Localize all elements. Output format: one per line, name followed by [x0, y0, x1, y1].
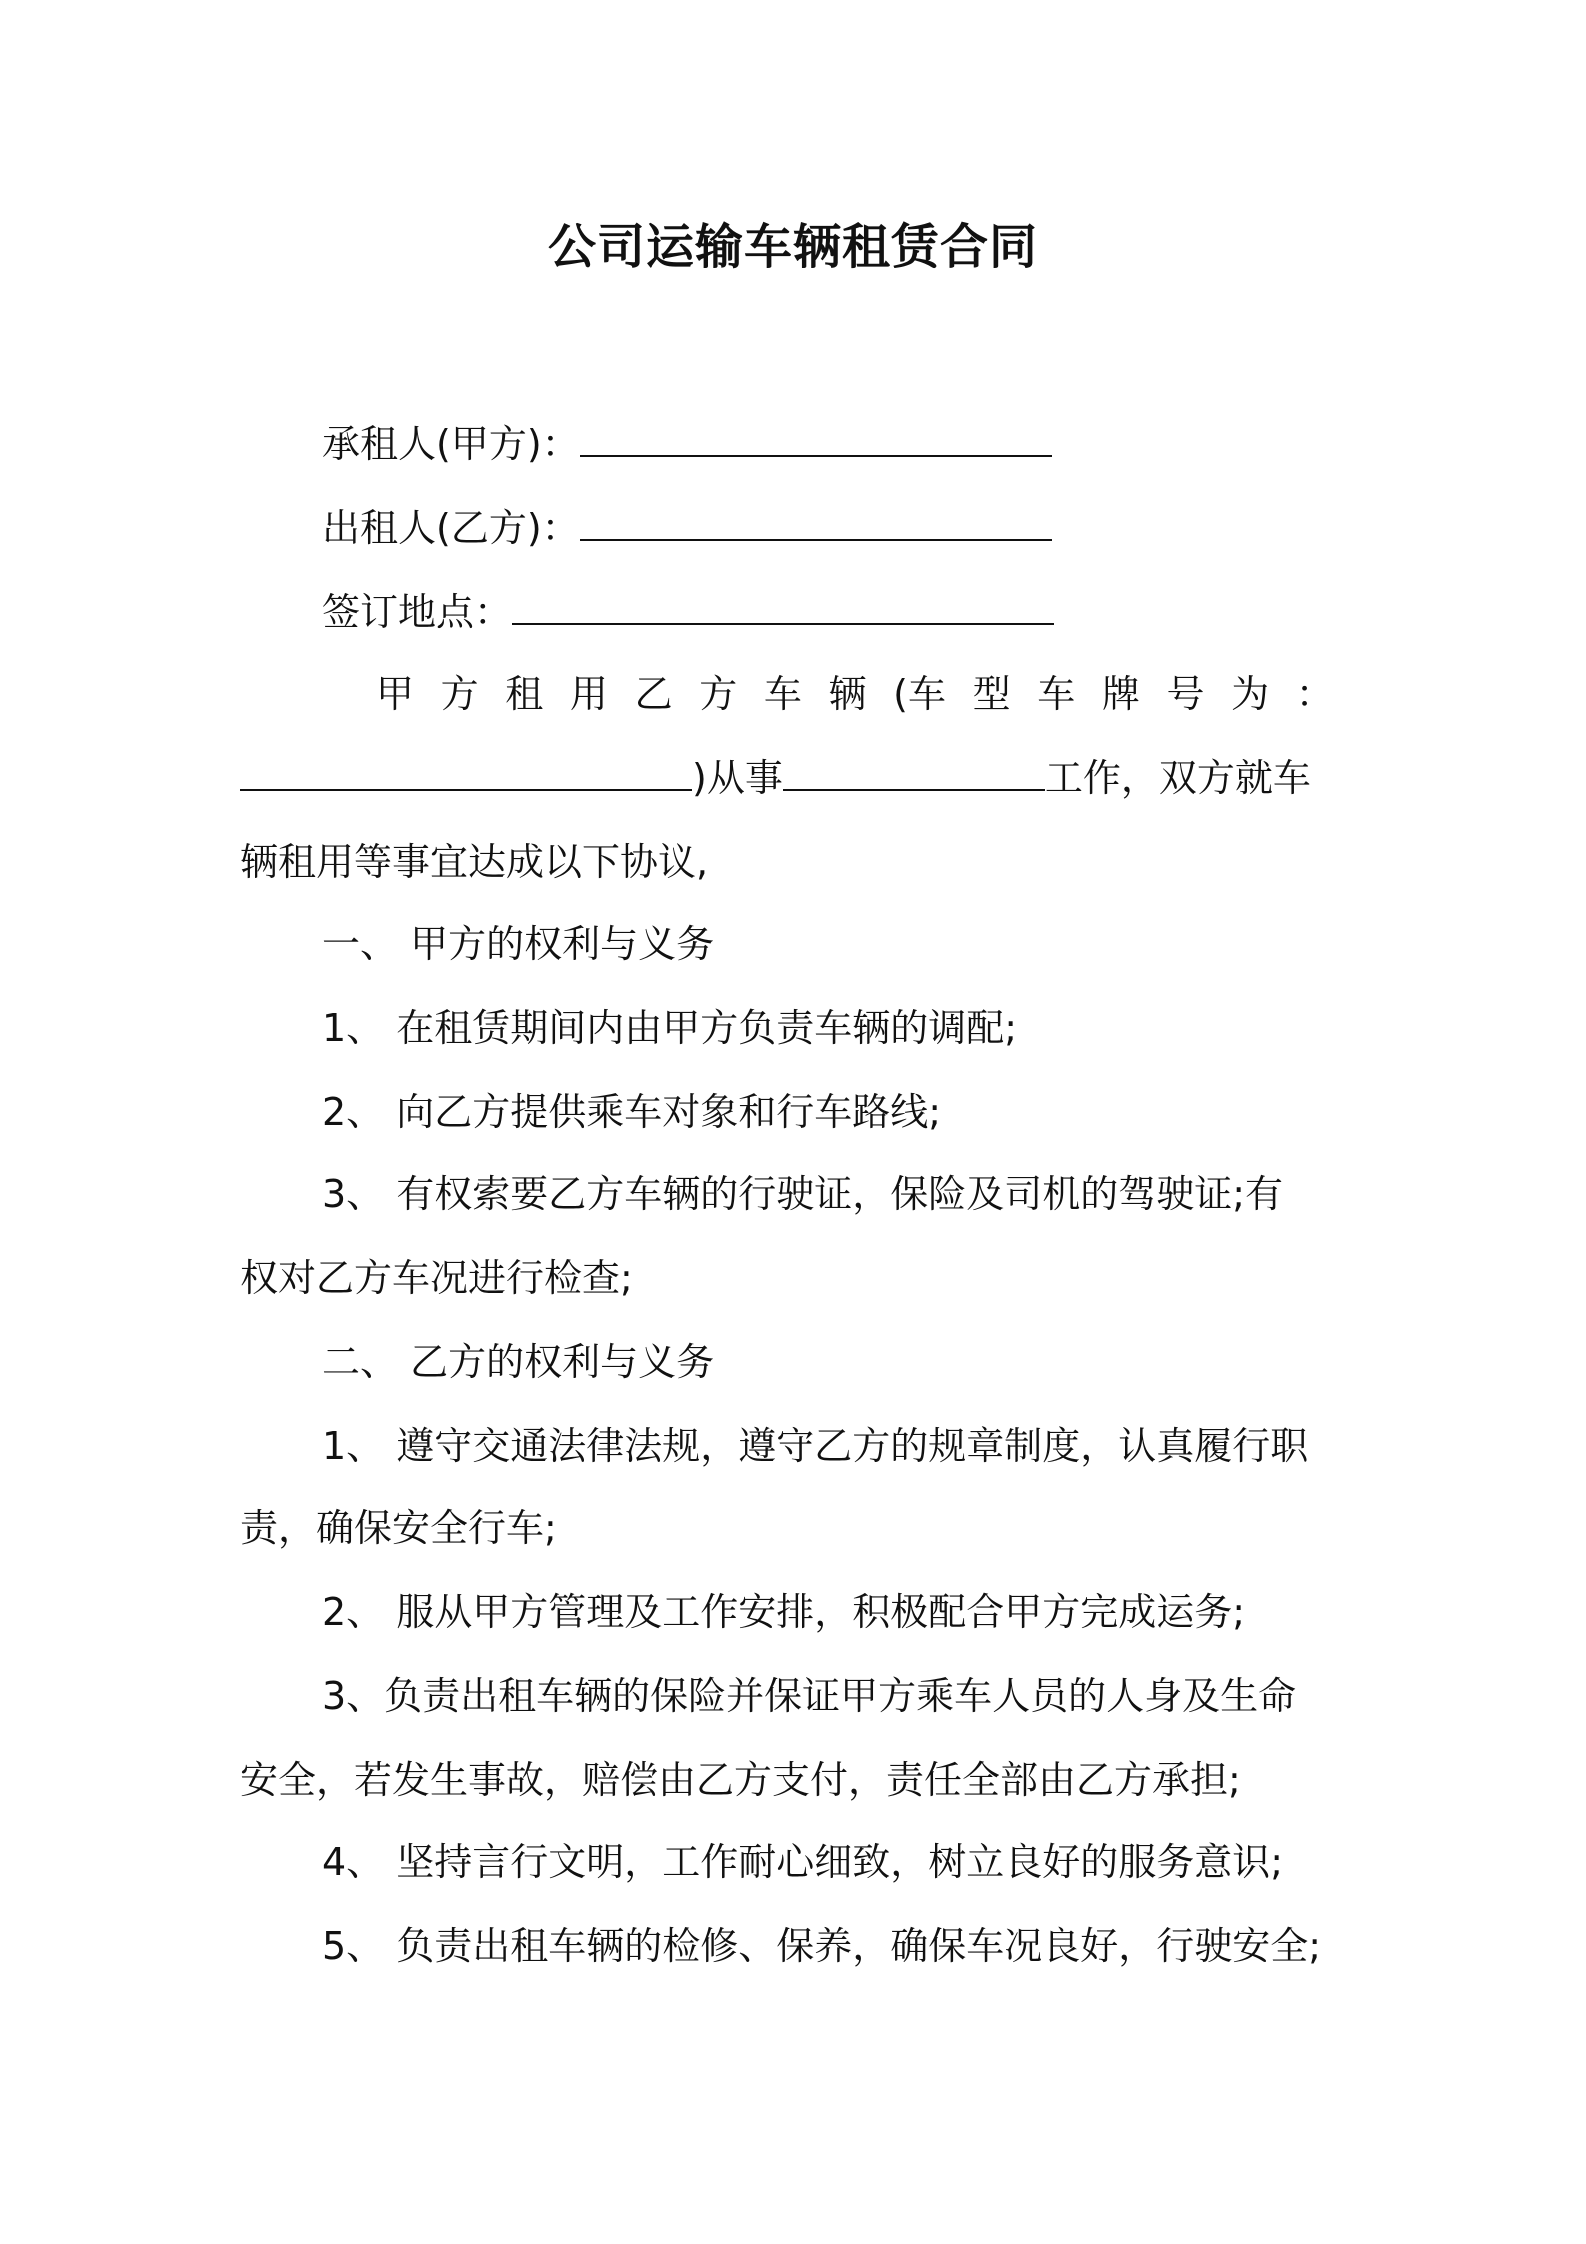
lessor-label: 出租人(乙方)：: [322, 506, 580, 550]
lessor-field: [322, 502, 1052, 554]
intro-line-2: [240, 752, 1311, 804]
section-2-item-1-line-2: 责，确保安全行车;: [240, 1506, 557, 1550]
work-type-blank: [783, 759, 1045, 791]
intro-line-3: 辆租用等事宜达成以下协议,: [240, 840, 709, 884]
intro-char: 车: [1037, 672, 1076, 716]
intro-char: 乙: [634, 672, 673, 716]
signing-place-field: [322, 586, 1054, 638]
intro-char: 车: [763, 672, 802, 716]
intro-line-2-end: 工作，双方就车: [1044, 756, 1311, 800]
section-1-item-3-line-2: 权对乙方车况进行检查;: [240, 1256, 633, 1300]
section-2-item-4: 4、 坚持言行文明，工作耐心细致，树立良好的服务意识;: [322, 1840, 1284, 1884]
intro-char: 甲: [376, 672, 415, 716]
intro-char: 牌: [1101, 672, 1140, 716]
intro-char: 型: [972, 672, 1011, 716]
page-title: 公司运输车辆租赁合同: [547, 219, 1038, 275]
intro-line-1: [376, 668, 1334, 720]
lessor-blank: [580, 509, 1052, 541]
intro-char: (车: [893, 672, 946, 716]
intro-char: 方: [699, 672, 738, 716]
intro-char: ：: [1295, 672, 1334, 716]
lessee-field: [322, 418, 1052, 470]
intro-char: 方: [440, 672, 479, 716]
section-2-item-5: 5、 负责出租车辆的检修、保养，确保车况良好，行驶安全;: [322, 1924, 1322, 1968]
intro-line-2-mid: )从事: [692, 756, 783, 800]
section-2-item-3-line-2: 安全，若发生事故，赔偿由乙方支付，责任全部由乙方承担;: [240, 1758, 1241, 1802]
section-1-item-2: 2、 向乙方提供乘车对象和行车路线;: [322, 1090, 942, 1134]
section-1-heading: 一、 甲方的权利与义务: [322, 922, 715, 966]
section-1-item-1: 1、 在租赁期间内由甲方负责车辆的调配;: [322, 1006, 1018, 1050]
intro-char: 用: [569, 672, 608, 716]
intro-char: 号: [1166, 672, 1205, 716]
intro-char: 辆: [828, 672, 867, 716]
intro-char: 租: [505, 672, 544, 716]
section-2-item-1-line-1: 1、 遵守交通法律法规，遵守乙方的规章制度，认真履行职: [322, 1424, 1309, 1468]
signing-place-label: 签订地点：: [322, 590, 513, 634]
section-2-heading: 二、 乙方的权利与义务: [322, 1340, 715, 1384]
section-1-item-3-line-1: 3、 有权索要乙方车辆的行驶证，保险及司机的驾驶证;有: [322, 1172, 1284, 1216]
lessee-blank: [580, 425, 1052, 457]
vehicle-plate-blank: [240, 759, 692, 791]
section-2-item-2: 2、 服从甲方管理及工作安排，积极配合甲方完成运务;: [322, 1590, 1246, 1634]
section-2-item-3-line-1: 3、负责出租车辆的保险并保证甲方乘车人员的人身及生命: [322, 1674, 1297, 1718]
signing-place-blank: [512, 593, 1054, 625]
lessee-label: 承租人(甲方)：: [322, 422, 580, 466]
intro-char: 为: [1231, 672, 1270, 716]
